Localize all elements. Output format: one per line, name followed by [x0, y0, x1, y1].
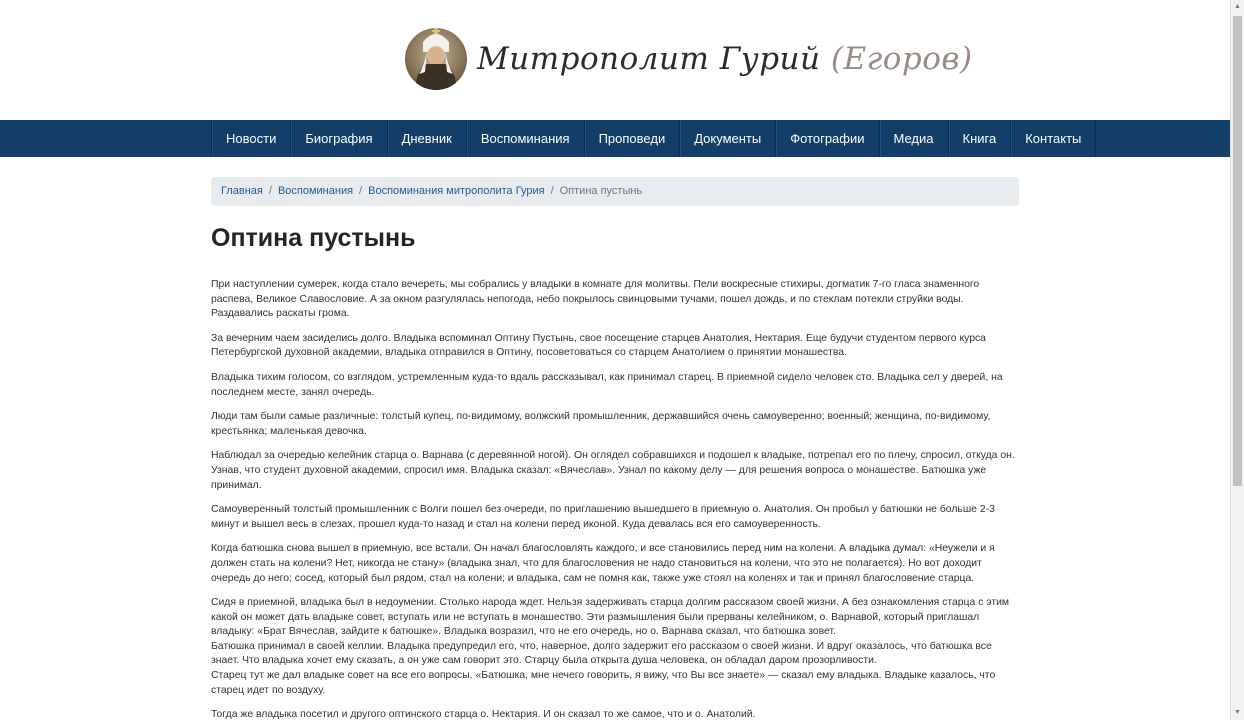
nav-item-news[interactable]: Новости	[212, 120, 291, 157]
breadcrumb-subsection-link[interactable]: Воспоминания митрополита Гурия	[368, 185, 545, 197]
article-paragraph: Сидя в приемной, владыка был в недоумении. Столько народа ждет. Нельзя задерживать старца долгим рассказом своей жизни. А без ознакомления старца с этим какой он может дать владыке совет, вступать или не вступать в монашество. Эти размышления были прерваны келейником, о. Варнавой, который приглашал владыку: «Брат Вячеслав, зайдите к батюшке». Владыка возразил, что не его очередь, но о. Варнава сказал, что батюшка зовет.	[211, 597, 1010, 638]
article-paragraph: Самоуверенный толстый промышленник с Волги пошел без очереди, по приглашению вышедшего в приемную о. Анатолия. Он пробыл у батюшки не больше 2-3 минут и вышел весь в слезах, прошел куда-то назад и стал на колени перед иконой. Куда девалась вся его самоуверенность.	[211, 504, 995, 530]
article-paragraph: Люди там были самые различные: толстый купец, по-видимому, волжский промышленник, державшийся очень самоуверенно; военный; женщина, по-видимому, крестьянка; маленькая девочка.	[211, 411, 991, 437]
site-header	[0, 0, 1230, 120]
nav-item-documents[interactable]: Документы	[680, 120, 776, 157]
article-paragraph: За вечерним чаем засиделись долго. Владыка вспоминал Оптину Пустынь, свое посещение старцев Анатолия, Нектария. Еще будучи студентом первого курса Петербургской духовной академии, владыка отправился в Оптину, посоветоваться со старцем Анатолием о принятии монашества.	[211, 332, 986, 359]
article-body	[211, 278, 1019, 720]
nav-item-book[interactable]: Книга	[949, 120, 1012, 157]
metropolitan-portrait	[405, 28, 467, 90]
nav-item-sermons[interactable]: Проповеди	[585, 120, 681, 157]
site-logo[interactable]	[405, 28, 973, 90]
main-navbar	[0, 120, 1230, 157]
article-paragraph: Владыка тихим голосом, со взглядом, устремленным куда-то вдаль рассказывал, как принимал старец. В приемной сидело человек сто. Владыка сел у дверей, на последнем месте, занял очередь.	[211, 371, 1003, 398]
breadcrumb-separator: /	[550, 185, 554, 197]
logo-surname: (Егоров)	[830, 41, 973, 77]
scroll-up-arrow-icon[interactable]: ▲	[1234, 3, 1241, 10]
article-paragraph: При наступлении сумерек, когда стало вечереть, мы собрались у владыки в комнате для молитвы. Пели воскресные стихиры, догматик 7-го гласа знаменного распева, Великое Славословие. А за окном разгулялась непогода, небо покрылось свинцовыми тучами, пошел дождь, и по стеклам потекли струйки воды. Раздавались раскаты грома.	[211, 279, 980, 320]
breadcrumb-current: Оптина пустынь	[559, 185, 643, 197]
vertical-scrollbar[interactable]	[1230, 0, 1244, 720]
article-paragraph: Старец тут же дал владыке совет на все его вопросы. «Батюшка, мне нечего говорить, я вижу, что Вы все знаете» — сказал ему владыка. Владыке казалось, что старец идет по воздуху.	[211, 670, 996, 696]
nav-item-media[interactable]: Медиа	[880, 120, 949, 157]
main-nav-menu	[211, 120, 1096, 157]
scroll-down-arrow-icon[interactable]: ▼	[1234, 709, 1241, 716]
page-title: Оптина пустынь	[211, 224, 416, 252]
breadcrumb-section-link[interactable]: Воспоминания	[277, 185, 354, 197]
nav-item-biography[interactable]: Биография	[291, 120, 387, 157]
nav-item-memoirs[interactable]: Воспоминания	[467, 120, 585, 157]
nav-item-contacts[interactable]: Контакты	[1011, 120, 1096, 157]
logo-title	[477, 41, 973, 77]
article-paragraph: Батюшка принимал в своей келлии. Владыка предупредил его, что, наверное, долго задержит его рассказом о своей жизни. И вдруг оказалось, что батюшка все знает. Что владыка хочет ему сказать, а он уже сам говорит это. Старцу была открыта душа человека, он обладал даром прозорливости.	[211, 640, 992, 667]
breadcrumb	[211, 177, 1019, 206]
article-paragraph: Наблюдал за очередью келейник старца о. Варнава (с деревянной ногой). Он оглядел собравшихся и подошел к владыке, потрепал его по плечу, спросил, откуда он. Узнав, что студент духовной академии, спросил имя. Владыка сказал: «Вячеслав». Узнал по какому делу — для решения вопроса о монашестве. Батюшка уже принимал.	[211, 450, 1015, 491]
breadcrumb-separator: /	[268, 185, 272, 197]
nav-item-photos[interactable]: Фотографии	[776, 120, 879, 157]
article-paragraph: Тогда же владыка посетил и другого оптинского старца о. Нектария. И он сказал то же самое, что и о. Анатолий.	[211, 709, 756, 720]
scrollbar-thumb[interactable]	[1233, 16, 1242, 486]
logo-name: Митрополит Гурий	[477, 41, 821, 77]
breadcrumb-separator: /	[359, 185, 363, 197]
nav-item-diary[interactable]: Дневник	[388, 120, 467, 157]
article-paragraph: Когда батюшка снова вышел в приемную, все встали. Он начал благословлять каждого, и все становились перед ним на колени. А владыка думал: «Неужели и я должен стать на колени? Нет, никогда не стану» (владыка знал, что для благословения не надо становиться на колени, что это не полагается). Но вот доходит очередь до него; сосед, который был рядом, стал на колени; и владыка, сам не помня как, также уже стоял на коленях и так и принял благословение старца.	[211, 543, 995, 584]
breadcrumb-home-link[interactable]: Главная	[221, 185, 263, 197]
